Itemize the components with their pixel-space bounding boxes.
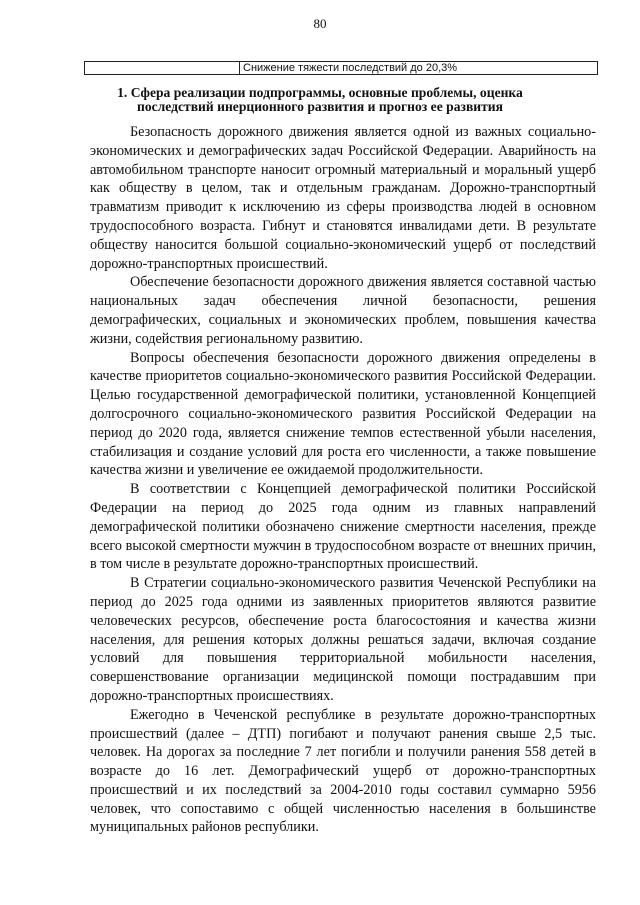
body-text — [90, 123, 596, 837]
table-row — [84, 61, 598, 75]
paragraph: В Стратегии социально-экономического развития Чеченской Республики на период до 2025 года одними из заявленных приоритетов являются развитие человеческих ресурсов, обеспечение роста благосостояния и качества жизни населения, для решения которых должны решаться задачи, включая создание условий для повышения территориальной мобильности населения, совершенствование организации медицинской помощи пострадавшим при дорожно-транспортных происшествиях. — [90, 575, 596, 704]
section-heading: 1. Сфера реализации подпрограммы, основные проблемы, оценка последствий инерционного развития и прогноз ее развития — [117, 85, 523, 114]
paragraph: Безопасность дорожного движения является одной из важных социально-экономических и демографических задач Российской Федерации. Аварийность на автомобильном транспорте наносит огромный материальный и моральный ущерб как обществу в целом, так и отдельным гражданам. Дорожно-транспортный травматизм приводит к исключению из сферы производства людей в основном трудоспособного возраста. Гибнут и становятся инвалидами дети. В результате обществу наносится большой социально-экономический ущерб от последствий дорожно-транспортных происшествий. — [90, 124, 596, 272]
paragraph: Ежегодно в Чеченской республике в результате дорожно-транспортных происшествий (далее – ДТП) погибают и получают ранения свыше 2,5 тыс. человек. На дорогах за последние 7 лет погибли и получили ранения 558 детей в возрасте до 16 лет. Демографический ущерб от дорожно-транспортных происшествий и их последствий за 2004-2010 годы составил суммарно 5956 человек, что сопоставимо с общей численностью населения в большинстве муниципальных районов республики. — [90, 706, 596, 836]
paragraph: Обеспечение безопасности дорожного движения является составной частью национальных задач обеспечения личной безопасности, решения демографических, социальных и экономических проблем, повышения качества жизни, содействия региональному развитию. — [90, 274, 596, 347]
page-number: 80 — [313, 16, 327, 31]
table-cell-empty — [85, 62, 240, 74]
paragraph: Вопросы обеспечения безопасности дорожного движения определены в качестве приоритетов социально-экономического развития Российской Федерации. Целью государственной демографической политики, установленной Концепцией долгосрочного социально-экономического развития Российской Федерации на период до 2020 года, является снижение темпов естественной убыли населения, стабилизация и создание условий для роста его численности, а также повышение качества жизни и увеличение ее ожидаемой продолжительности. — [90, 349, 596, 479]
paragraph: В соответствии с Концепцией демографической политики Российской Федерации на период до 2025 года одним из главных направлений демографической политики обозначено снижение смертности населения, прежде всего высокой смертности мужчин в трудоспособном возрасте от внешних причин, в том числе в результате дорожно-транспортных происшествий. — [90, 481, 596, 573]
table-cell-text: Снижение тяжести последствий до 20,3% — [243, 62, 458, 74]
